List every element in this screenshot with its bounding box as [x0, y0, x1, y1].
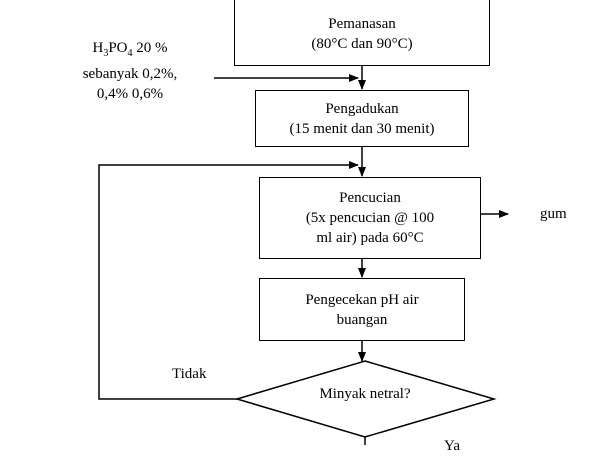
- decision-yes-label: Ya: [444, 438, 460, 454]
- decision-no-label: Tidak: [172, 366, 207, 382]
- ph-check-step-title: Pengecekan pH air: [305, 291, 419, 308]
- gum-output-label: gum: [540, 206, 567, 222]
- reagent-amount-line1: sebanyak 0,2%,: [82, 66, 178, 82]
- reagent-input-label: [60, 38, 200, 104]
- washing-step-detail-1: (5x pencucian @ 100: [305, 210, 435, 226]
- heating-step-box: [234, 0, 490, 66]
- reagent-formula: $H_3PO_4$ 20 %: [92, 40, 168, 59]
- decision-question: Minyak netral?: [319, 386, 411, 402]
- washing-step-detail-2: ml air) pada 60°C: [316, 230, 424, 246]
- reagent-amount-line2: 0,4% 0,6%: [96, 86, 164, 102]
- heating-step-title: Pemanasan: [328, 16, 396, 32]
- mixing-step-detail: (15 menit dan 30 menit): [289, 120, 435, 137]
- heating-step-detail: (80°C dan 90°C): [311, 36, 413, 52]
- mixing-step-box: [255, 90, 469, 147]
- mixing-step-title: Pengadukan: [325, 100, 399, 117]
- ph-check-step-detail: buangan: [336, 311, 388, 328]
- washing-step-title: Pencucian: [339, 190, 401, 206]
- washing-step-box: [259, 177, 481, 259]
- ph-check-step-box: [259, 278, 465, 341]
